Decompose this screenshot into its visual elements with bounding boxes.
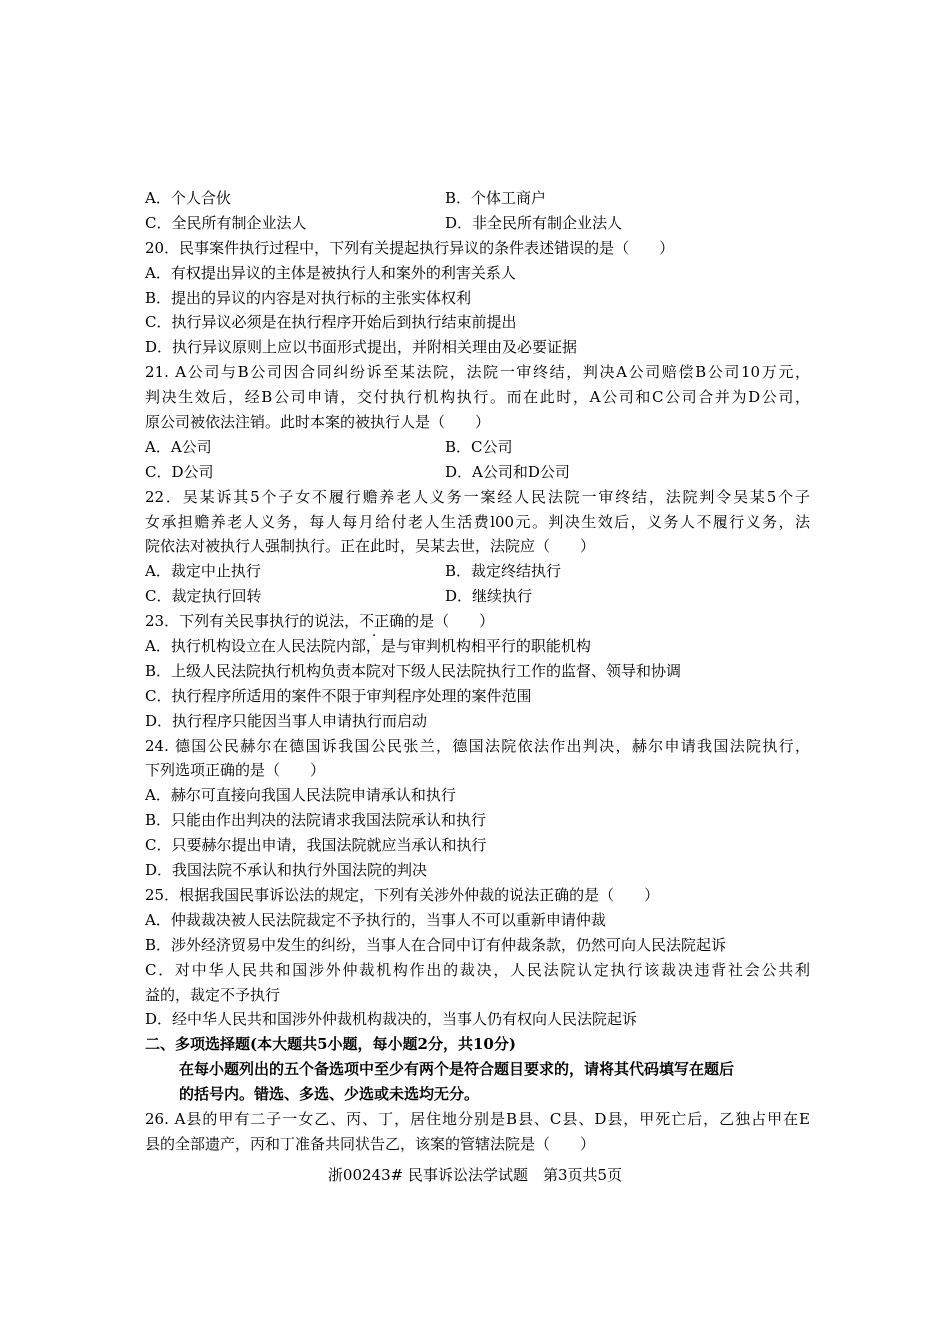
q19-options-row-2 (145, 211, 810, 236)
q24-option-d: D．我国法院不承认和执行外国法院的判决 (145, 861, 428, 880)
q21-stem-line-1: 21. A公司与B公司因合同纠纷诉至某法院，法院一审终结，判决A公司赔偿B公司10万元， (145, 363, 810, 382)
q21-stem-line-2: 判决生效后，经B公司申请，交付执行机构执行。而在此时，A公司和C公司合并为D公司， (145, 388, 810, 407)
q22-option-b: B．裁定终结执行 (445, 562, 562, 581)
q24-stem-line-1: 24. 德国公民赫尔在德国诉我国公民张兰，德国法院依法作出判决，赫尔申请我国法院执行， (145, 736, 810, 755)
q21-stem-line-3: 原公司被依法注销。此时本案的被执行人是（ ） (145, 413, 491, 432)
q21-options-row-2 (145, 460, 810, 485)
section-2-instruction-line-1: 在每小题列出的五个备选项中至少有两个是符合题目要求的，请将其代码填写在题后 (179, 1060, 735, 1079)
q24-stem-line-2: 下列选项正确的是（ ） (145, 761, 326, 780)
q19-option-a: A．个人合伙 (145, 189, 231, 207)
q25-option-d: D．经中华人民共和国涉外仲裁机构裁决的，当事人仍有权向人民法院起诉 (145, 1010, 638, 1029)
q20-option-a: A．有权提出异议的主体是被执行人和案外的利害关系人 (145, 263, 516, 282)
q19-option-c: C．全民所有制企业法人 (145, 213, 307, 232)
q25-option-c-line-2: 益的，裁定不予执行 (145, 985, 281, 1004)
q20-option-d: D．执行异议原则上应以书面形式提出，并附相关理由及必要证据 (145, 338, 578, 357)
q20-option-c: C．执行异议必须是在执行程序开始后到执行结束前提出 (145, 313, 517, 332)
q21-option-d: D．A公司和D公司 (445, 462, 570, 481)
section-2-instruction-line-2: 的括号内。错选、多选、少选或未选均无分。 (179, 1085, 480, 1104)
q22-options-row-1 (145, 559, 810, 584)
q19-options-row-1 (145, 186, 810, 211)
q22-option-c: C．裁定执行回转 (145, 587, 262, 606)
q25-stem: 25．根据我国民事诉讼法的规定，下列有关涉外仲裁的说法正确的是（ ） (145, 885, 660, 904)
q26-stem-line-1: 26. A县的甲有二子一女乙、丙、丁，居住地分别是B县、C县、D县，甲死亡后，乙独占甲在E (145, 1109, 810, 1128)
q25-option-b: B．涉外经济贸易中发生的纠纷，当事人在合同中订有仲裁条款，仍然可向人民法院起诉 (145, 935, 727, 954)
q21-option-b: B．C公司 (445, 437, 513, 456)
q23-option-b: B．上级人民法院执行机构负责本院对下级人民法院执行工作的监督、领导和协调 (145, 661, 682, 680)
q19-option-d: D．非全民所有制企业法人 (445, 213, 623, 232)
q24-option-a: A．赫尔可直接向我国人民法院申请承认和执行 (145, 786, 456, 805)
q23-option-c: C．执行程序所适用的案件不限于审判程序处理的案件范围 (145, 686, 532, 705)
q21-options-row-1 (145, 435, 810, 460)
q22-option-d: D．继续执行 (445, 587, 533, 606)
q22-options-row-2 (145, 584, 810, 609)
q23-stem-emphasis: 不正 (359, 612, 390, 631)
q21-option-a: A．A公司 (145, 437, 212, 456)
q25-option-c-line-1: C．对中华人民共和国涉外仲裁机构作出的裁决，人民法院认定执行该裁决违背社会公共利 (145, 960, 810, 979)
q23-stem (145, 609, 810, 634)
page-footer: 浙00243# 民事诉讼法学试题 第3页共5页 (327, 1166, 623, 1184)
q23-option-d: D．执行程序只能因当事人申请执行而启动 (145, 711, 428, 730)
q23-option-a: A．执行机构设立在人民法院内部，是与审判机构相平行的职能机构 (145, 637, 591, 656)
q22-stem-line-2: 女承担赡养老人义务，每人每月给付老人生活费l00元。判决生效后，义务人不履行义务，法 (145, 512, 810, 531)
q19-option-b: B．个体工商户 (445, 189, 547, 207)
q20-stem: 20．民事案件执行过程中，下列有关提起执行异议的条件表述错误的是（ ） (145, 238, 675, 257)
exam-page (145, 186, 810, 1157)
q24-option-b: B．只能由作出判决的法院请求我国法院承认和执行 (145, 811, 487, 830)
q20-option-b: B．提出的异议的内容是对执行标的主张实体权利 (145, 288, 472, 307)
q21-option-c: C．D公司 (145, 462, 214, 481)
q26-stem-line-2: 县的全部遗产，丙和丁准备共同状告乙，该案的管辖法院是（ ） (145, 1134, 596, 1153)
q22-stem-line-3: 院依法对被执行人强制执行。正在此时，吴某去世，法院应（ ） (145, 537, 596, 556)
q24-option-c: C．只要赫尔提出申请，我国法院就应当承认和执行 (145, 836, 487, 855)
q23-stem-post: 确的是（ ） (389, 612, 495, 631)
q25-option-a: A．仲裁裁决被人民法院裁定不予执行的，当事人不可以重新申请仲裁 (145, 910, 606, 929)
q22-option-a: A．裁定中止执行 (145, 562, 261, 581)
q22-stem-line-1: 22．吴某诉其5个子女不履行赡养老人义务一案经人民法院一审终结，法院判令吴某5个子 (145, 487, 810, 506)
q23-stem-pre: 23．下列有关民事执行的说法， (145, 612, 360, 631)
section-2-title: 二、多项选择题(本大题共5小题，每小题2分，共10分) (145, 1035, 516, 1054)
